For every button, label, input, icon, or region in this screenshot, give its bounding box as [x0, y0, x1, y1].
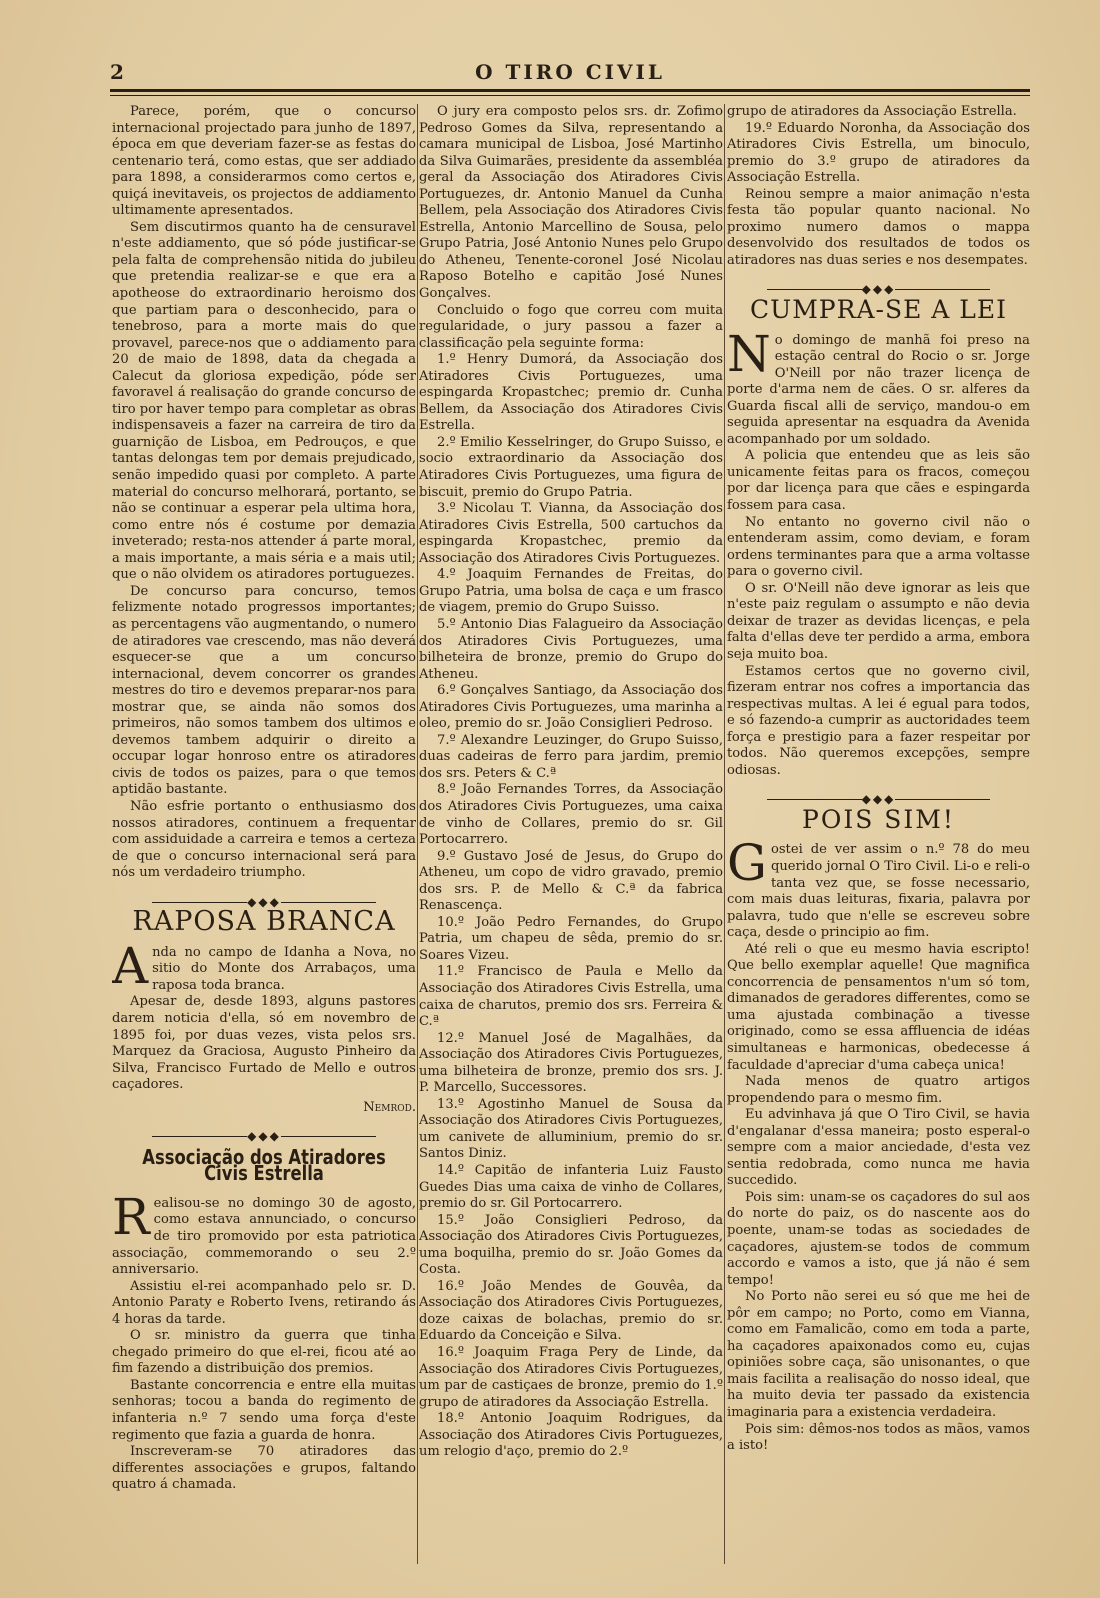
- article-title-pois-sim: POIS SIM!: [802, 804, 955, 834]
- prize-entry: 6.º Gonçalves Santiago, da Associação dos Atiradores Civis Portuguezes, uma marinha a oleo, premio do sr. João Consiglieri Pedroso.: [419, 683, 723, 732]
- prize-entry: 5.º Antonio Dias Falagueiro da Associação dos Atiradores Civis Portuguezes, uma bilheteira de bronze, premio do Grupo do Atheneu.: [419, 616, 723, 682]
- paragraph: A policia que entendeu que as leis são unicamente feitas para os fracos, começou por dar licença para que cães e espingarda fossem para casa.: [727, 448, 1030, 514]
- prize-entry: 9.º Gustavo José de Jesus, do Grupo do Atheneu, um copo de vidro gravado, premio dos srs. P. de Mello & C.ª da fabrica Renascença.: [419, 848, 723, 914]
- paragraph: Assistiu el-rei acompanhado pelo sr. D. Antonio Paraty e Roberto Ivens, retirando ás 4 horas da tarde.: [112, 1278, 416, 1327]
- paragraph: De concurso para concurso, temos felizmente notado progressos importantes; as percentagens vão augmentando, o numero de atiradores vae crescendo, mas não deverá esquecer-se que a um concurso internacional, devem concorrer os grandes mestres do tiro e devemos preparar-nos para mostrar que, se ainda não somos dos primeiros, não somos tambem dos ultimos e devemos tambem adquirir o direito a occupar logar honroso entre os atiradores civis de todos os paizes, para o que temos aptidão bastante.: [112, 583, 416, 798]
- header-rule: [110, 89, 1030, 92]
- prize-entry: 12.º Manuel José de Magalhães, da Associação dos Atiradores Civis Portuguezes, uma bilheteira de bronze, premio dos srs. J. P. Marcello, Successores.: [419, 1030, 723, 1096]
- article-title-associacao: Associação dos Atiradores Civis Estrella: [142, 1144, 386, 1186]
- paragraph: O jury era composto pelos srs. dr. Zofimo Pedroso Gomes da Silva, representando a camara municipal de Lisboa, José Martinho da Silva Guimarães, presidente da assembléa geral da Associação dos Atiradores Civis Portuguezes, dr. Antonio Manuel da Cunha Bellem, pela Associação dos Atiradores Civis Estrella, Antonio Marcellino de Sousa, pelo Grupo Patria, José Antonio Nunes pelo Grupo do Atheneu, Tenente-coronel José Nicolau Raposo Botelho e capitão José Nunes Gonçalves.: [419, 104, 723, 302]
- drop-cap: G: [727, 834, 767, 893]
- paragraph: Bastante concorrencia e entre ella muitas senhoras; tocou a banda do regimento de infanteria n.º 7 sendo uma força d'este regimento que fazia a guarda de honra.: [112, 1377, 416, 1443]
- paragraph: Sem discutirmos quanto ha de censuravel n'este addiamento, que só póde justificar-se pela falta de comprehensão nitida do jubileu que pretendia realizar-se e que era a apotheose do extraordinario heroismo dos que partiam para o desconhecido, para o tenebroso, para a morte mais do que provavel, parece-nos que o addiamento para 20 de maio de 1898, data da chegada a Calecut da gloriosa expedição, póde ser favoravel á realisação do grande concurso de tiro por haver tempo para completar as obras indispensaveis a fazer na carreira de tiro da guarnição de Lisboa, em Pedrouços, e que tantas delongas tem por demais prejudicado, senão impedido quasi por completo. A parte material do concurso melhorará, portanto, se não se continuar a esperar pela ultima hora, como entre nós é costume por demazia inveterado; resta-nos attender á parte moral, a mais importante, a mais séria e a mais util; que o não olvidem os atiradores portuguezes.: [112, 219, 416, 583]
- prize-entry: 10.º João Pedro Fernandes, do Grupo Patria, um chapeu de sêda, premio do sr. Soares Vizeu.: [419, 914, 723, 963]
- section-ornament: ◆◆◆: [727, 281, 1030, 298]
- paragraph: Concluido o fogo que correu com muita regularidade, o jury passou a fazer a classificação pela seguinte forma:: [419, 302, 723, 351]
- paragraph: Reinou sempre a maior animação n'esta festa tão popular quanto nacional. No proximo numero damos o mappa desenvolvido dos resultados de todos os atiradores nas duas series e nos desempates.: [727, 186, 1030, 268]
- paragraph: No entanto no governo civil não o entenderam assim, como deviam, e foram ordens terminantes para que a arma voltasse para o governo civil.: [727, 514, 1030, 580]
- prize-entry: 2.º Emilio Kesselringer, do Grupo Suisso, e socio extraordinario da Associação dos Atiradores Civis Portuguezes, uma figura de biscuit, premio do Grupo Patria.: [419, 434, 723, 500]
- drop-cap: A: [112, 936, 149, 995]
- prize-entry: 13.º Agostinho Manuel de Sousa da Associação dos Atiradores Civis Portuguezes, um canivete de alluminium, premio do sr. Santos Diniz.: [419, 1096, 723, 1162]
- drop-cap: R: [112, 1187, 150, 1246]
- paragraph: Eu advinhava já que O Tiro Civil, se havia d'engalanar d'essa maneira; posto esperal-o sempre com a maior anciedade, d'esta vez sentia redobrada, como nunca me havia succedido.: [727, 1107, 1030, 1189]
- prize-entry: 14.º Capitão de infanteria Luiz Fausto Guedes Dias uma caixa de vinho de Collares, premio do sr. Gil Portocarrero.: [419, 1163, 723, 1212]
- paragraph: grupo de atiradores da Associação Estrella.: [727, 104, 1017, 119]
- prize-entry: 18.º Antonio Joaquim Rodrigues, da Associação dos Atiradores Civis Portuguezes, um relogio d'aço, premio do 2.º: [419, 1411, 723, 1460]
- paragraph: O sr. ministro da guerra que tinha chegado primeiro do que el-rei, ficou até ao fim fazendo a distribuição dos premios.: [112, 1328, 416, 1377]
- page-header: [110, 60, 1030, 86]
- article-title-cumpra: CUMPRA-SE A LEI: [750, 295, 1007, 325]
- paragraph: O sr. O'Neill não deve ignorar as leis que n'este paiz regulam o assumpto e não devia deixar de trazer as devidas licenças, e pela falta d'ellas deve ter perdido a arma, embora seja muito boa.: [727, 580, 1030, 662]
- section-ornament: ◆◆◆: [727, 791, 1030, 808]
- article-lead: No domingo de manhã foi preso na estação central do Rocio o sr. Jorge O'Neill por não trazer licença de porte d'arma nem de cães. O sr. alferes da Guarda fiscal alli de serviço, mandou-o em seguida apresentar na esquadra da Avenida acompanhado por um soldado.: [727, 324, 1030, 447]
- prize-entry: 11.º Francisco de Paula e Mello da Associação dos Atiradores Civis Estrella, uma caixa de charutos, premio dos srs. Ferreira & C.ª: [419, 964, 723, 1030]
- paragraph: Pois sim: dêmos-nos todos as mãos, vamos a isto!: [727, 1421, 1030, 1454]
- paragraph: No Porto não serei eu só que me hei de pôr em campo; no Porto, como em Vianna, como em Famalicão, como em toda a parte, ha caçadores apaixonados como eu, cujas opiniões sobre caça, são unisonantes, o que mais facilita a realisação do nosso ideal, que ha muito devia ter passado da existencia imaginaria para a existencia verdadeira.: [727, 1289, 1030, 1421]
- prize-entry: 16.º João Mendes de Gouvêa, da Associação dos Atiradores Civis Portuguezes, doze caixas de bolachas, premio do sr. Eduardo da Conceição e Silva.: [419, 1278, 723, 1344]
- paragraph: Parece, porém, que o concurso internacional projectado para junho de 1897, época em que deveriam fazer-se as festas do centenario terá, como estas, que ser addiado para 1898, a considerarmos como certos e, quiçá inevitaveis, os projectos de addiamento ultimamente apresentados.: [112, 104, 416, 219]
- prize-entry: 8.º João Fernandes Torres, da Associação dos Atiradores Civis Portuguezes, uma caixa de vinho de Collares, premio do sr. Gil Portocarrero.: [419, 782, 723, 848]
- header-rule-thin: [110, 95, 1030, 96]
- article-title-raposa: RAPOSA BRANCA: [132, 906, 396, 938]
- paragraph: Apesar de, desde 1893, alguns pastores darem noticia d'ella, só em novembro de 1895 foi, por duas vezes, vista pelos srs. Marquez da Graciosa, Augusto Pinheiro da Silva, Francisco Furtado de Mello e outros caçadores.: [112, 994, 416, 1093]
- column-divider: [417, 104, 418, 1564]
- section-ornament: ◆◆◆: [112, 894, 416, 911]
- paragraph: Estamos certos que no governo civil, fizeram entrar nos cofres a importancia das respectivas multas. A lei é egual para todos, e só fazendo-a cumprir as auctoridades teem força e prestigio para a fazer respeitar por todos. Não queremos excepções, sempre odiosas.: [727, 663, 1030, 778]
- prize-entry: 19.º Eduardo Noronha, da Associação dos Atiradores Civis Estrella, um binoculo, premio do 3.º grupo de atiradores da Associação Estrella.: [727, 120, 1030, 186]
- section-ornament: ◆◆◆: [112, 1128, 416, 1145]
- prize-entry: 4.º Joaquim Fernandes de Freitas, do Grupo Patria, uma bolsa de caça e um frasco de viagem, premio do Grupo Suisso.: [419, 567, 723, 616]
- prize-entry: 1.º Henry Dumorá, da Associação dos Atiradores Civis Portuguezes, uma espingarda Kropastchec; premio dr. Cunha Bellem, da Associação dos Atiradores Civis Estrella.: [419, 352, 723, 434]
- masthead-title: O TIRO CIVIL: [475, 60, 665, 84]
- paragraph: Inscreveram-se 70 atiradores das differentes associações e grupos, faltando quatro á chamada.: [112, 1444, 416, 1493]
- column-3: [727, 104, 1030, 1564]
- prize-entry: 15.º João Consiglieri Pedroso, da Associação dos Atiradores Civis Portuguezes, uma boquilha, premio do sr. João Gomes da Costa.: [419, 1212, 723, 1278]
- paragraph: Até reli o que eu mesmo havia escripto! Que bello exemplar aquelle! Que magnifica concorrencia de pensamentos n'um só tom, dimanados de geradores differentes, como se uma ajustada combinação a tivesse originado, como se essa affluencia de idéas simultaneas e harmonicas, obedecesse á faculdade d'apreciar d'uma cabeça unica!: [727, 941, 1030, 1073]
- page-number: 2: [110, 60, 124, 84]
- paragraph: Não esfrie portanto o enthusiasmo dos nossos atiradores, continuem a frequentar com assiduidade a carreira e temos a certeza de que o concurso internacional será para nós um verdadeiro triumpho.: [112, 798, 416, 881]
- paragraph: Nada menos de quatro artigos propendendo para o mesmo fim.: [727, 1074, 1030, 1106]
- drop-cap: N: [727, 324, 771, 383]
- signature: Nemrod.: [363, 1099, 416, 1115]
- column-divider: [724, 104, 725, 1564]
- article-lead: Gostei de ver assim o n.º 78 do meu querido jornal O Tiro Civil. Li-o e reli-o tanta vez que, se fosse necessario, com mais duas leituras, fixaria, palavra por palavra, tudo que n'elle se escreveu sobre caça, desde o principio ao fim.: [727, 834, 1030, 941]
- prize-entry: 3.º Nicolau T. Vianna, da Associação dos Atiradores Civis Estrella, 500 cartuchos da espingarda Kropastchec, premio da Associação dos Atiradores Civis Portuguezes.: [419, 501, 723, 566]
- column-2: [419, 104, 723, 1564]
- article-lead: Anda no campo de Idanha a Nova, no sitio do Monte dos Arrabaços, uma raposa toda branca.: [112, 936, 416, 995]
- paragraph: Pois sim: unam-se os caçadores do sul aos do norte do paiz, os do nascente aos do poente, unam-se todas as sociedades de caçadores, ajustem-se todos de commum accordo e vamos a isto, que já não é sem tempo!: [727, 1189, 1030, 1288]
- column-1: [112, 104, 416, 1564]
- prize-entry: 7.º Alexandre Leuzinger, do Grupo Suisso, duas cadeiras de ferro para jardim, premio dos srs. Peters & C.ª: [419, 732, 723, 781]
- article-lead: Realisou-se no domingo 30 de agosto, como estava annunciado, o concurso de tiro promovido por esta patriotica associação, commemorando o seu 2.º anniversario.: [112, 1187, 416, 1278]
- prize-entry: 16.º Joaquim Fraga Pery de Linde, da Associação dos Atiradores Civis Portuguezes, um par de castiçaes de bronze, premio do 1.º grupo de atiradores da Associação Estrella.: [419, 1345, 723, 1410]
